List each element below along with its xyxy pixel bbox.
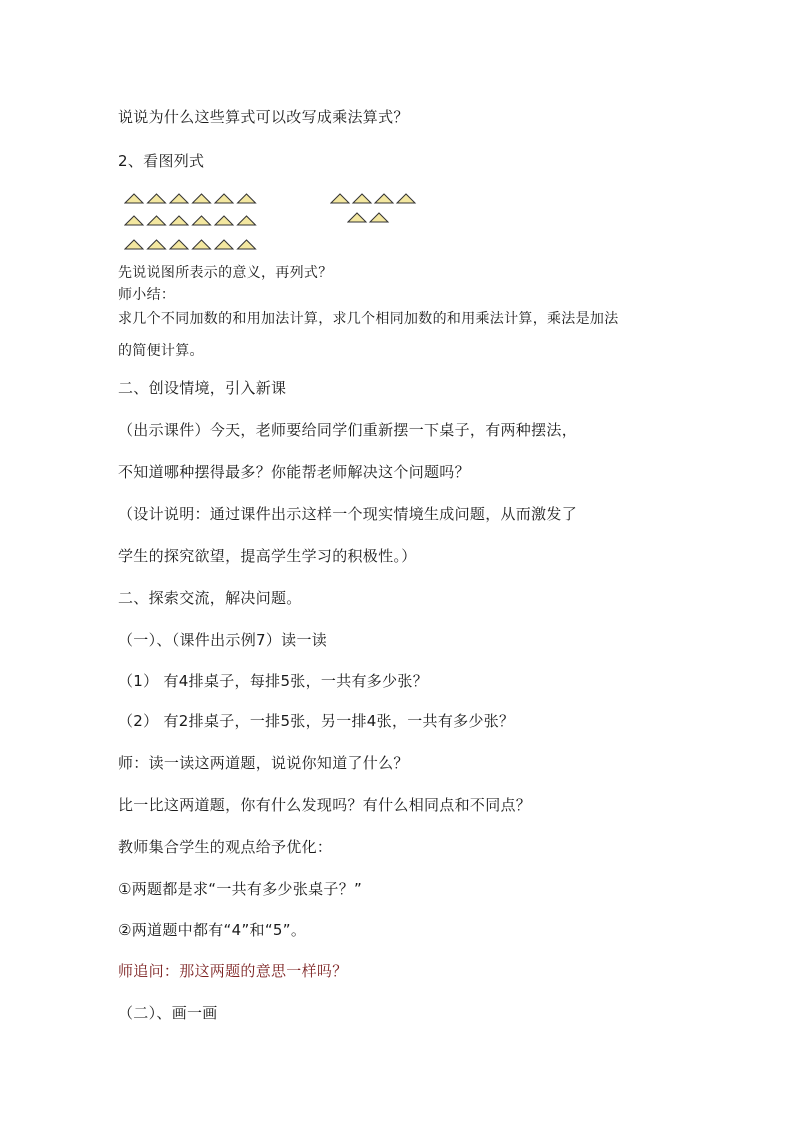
text-line-6: 的简便计算。 <box>118 343 204 359</box>
triangle-icon <box>148 240 166 249</box>
triangle-icon <box>375 194 393 203</box>
triangle-icon <box>125 216 143 225</box>
triangle-icon <box>348 213 366 222</box>
triangle-icon <box>238 194 256 203</box>
triangle-icon <box>170 216 188 225</box>
triangle-icon <box>170 194 188 203</box>
text-line-13: （一）、（课件出示例7）读一读 <box>118 631 328 649</box>
triangle-row <box>124 237 264 251</box>
text-line-11: 学生的探究欲望，提高学生学习的积极性。） <box>118 547 417 565</box>
question-2: （2） 有2排桌子，一排5张，另一排4张，一共有多少张？ <box>118 712 515 730</box>
text-line-1: 说说为什么这些算式可以改写成乘法算式？ <box>118 108 409 126</box>
triangle-row <box>124 191 264 205</box>
text-line-4: 师小结： <box>118 287 176 303</box>
point-2: ②两道题中都有“4”和“5”。 <box>118 921 307 939</box>
question-1: （1） 有4排桌子，每排5张，一共有多少张？ <box>118 672 429 690</box>
triangle-row <box>124 213 264 227</box>
triangle-icon <box>193 194 211 203</box>
point-1: ①两题都是求“一共有多少张桌子？” <box>118 880 363 898</box>
section-heading: 二、创设情境，引入新课 <box>118 379 287 397</box>
triangle-icon <box>193 240 211 249</box>
triangle-icon <box>215 216 233 225</box>
triangle-icon <box>238 240 256 249</box>
triangle-icon <box>148 194 166 203</box>
text-line-3: 先说说图所表示的意义，再列式？ <box>118 265 333 281</box>
triangle-icon <box>397 194 415 203</box>
section-heading-look-and-write: 2、看图列式 <box>118 152 205 170</box>
triangle-icon <box>125 194 143 203</box>
triangle-icon <box>193 216 211 225</box>
text-line-9: 不知道哪种摆得最多？你能帮老师解决这个问题吗？ <box>118 463 470 481</box>
triangle-icon <box>148 216 166 225</box>
text-line-10: （设计说明：通过课件出示这样一个现实情境生成问题，从而激发了 <box>118 505 578 523</box>
triangle-icon <box>238 216 256 225</box>
section-heading: （二）、画一画 <box>118 1004 218 1022</box>
triangle-icon <box>353 194 371 203</box>
section-heading: 二、探索交流，解决问题。 <box>118 589 302 607</box>
text-line-18: 教师集合学生的观点给予优化： <box>118 838 333 856</box>
triangle-row <box>330 191 430 205</box>
triangle-icon <box>215 194 233 203</box>
triangle-row <box>347 210 407 224</box>
triangle-icon <box>215 240 233 249</box>
triangle-icon <box>331 194 349 203</box>
text-line-17: 比一比这两道题，你有什么发现吗？有什么相同点和不同点？ <box>118 796 532 814</box>
triangle-icon <box>125 240 143 249</box>
triangle-icon <box>370 213 388 222</box>
text-line-8: （出示课件）今天，老师要给同学们重新摆一下桌子，有两种摆法， <box>118 421 578 439</box>
teacher-follow-up: 师追问：那这两题的意思一样吗？ <box>118 962 348 980</box>
text-line-5: 求几个不同加数的和用加法计算，求几个相同加数的和用乘法计算，乘法是加法 <box>118 311 619 327</box>
text-line-16: 师：读一读这两道题，说说你知道了什么？ <box>118 754 409 772</box>
triangle-icon <box>170 240 188 249</box>
